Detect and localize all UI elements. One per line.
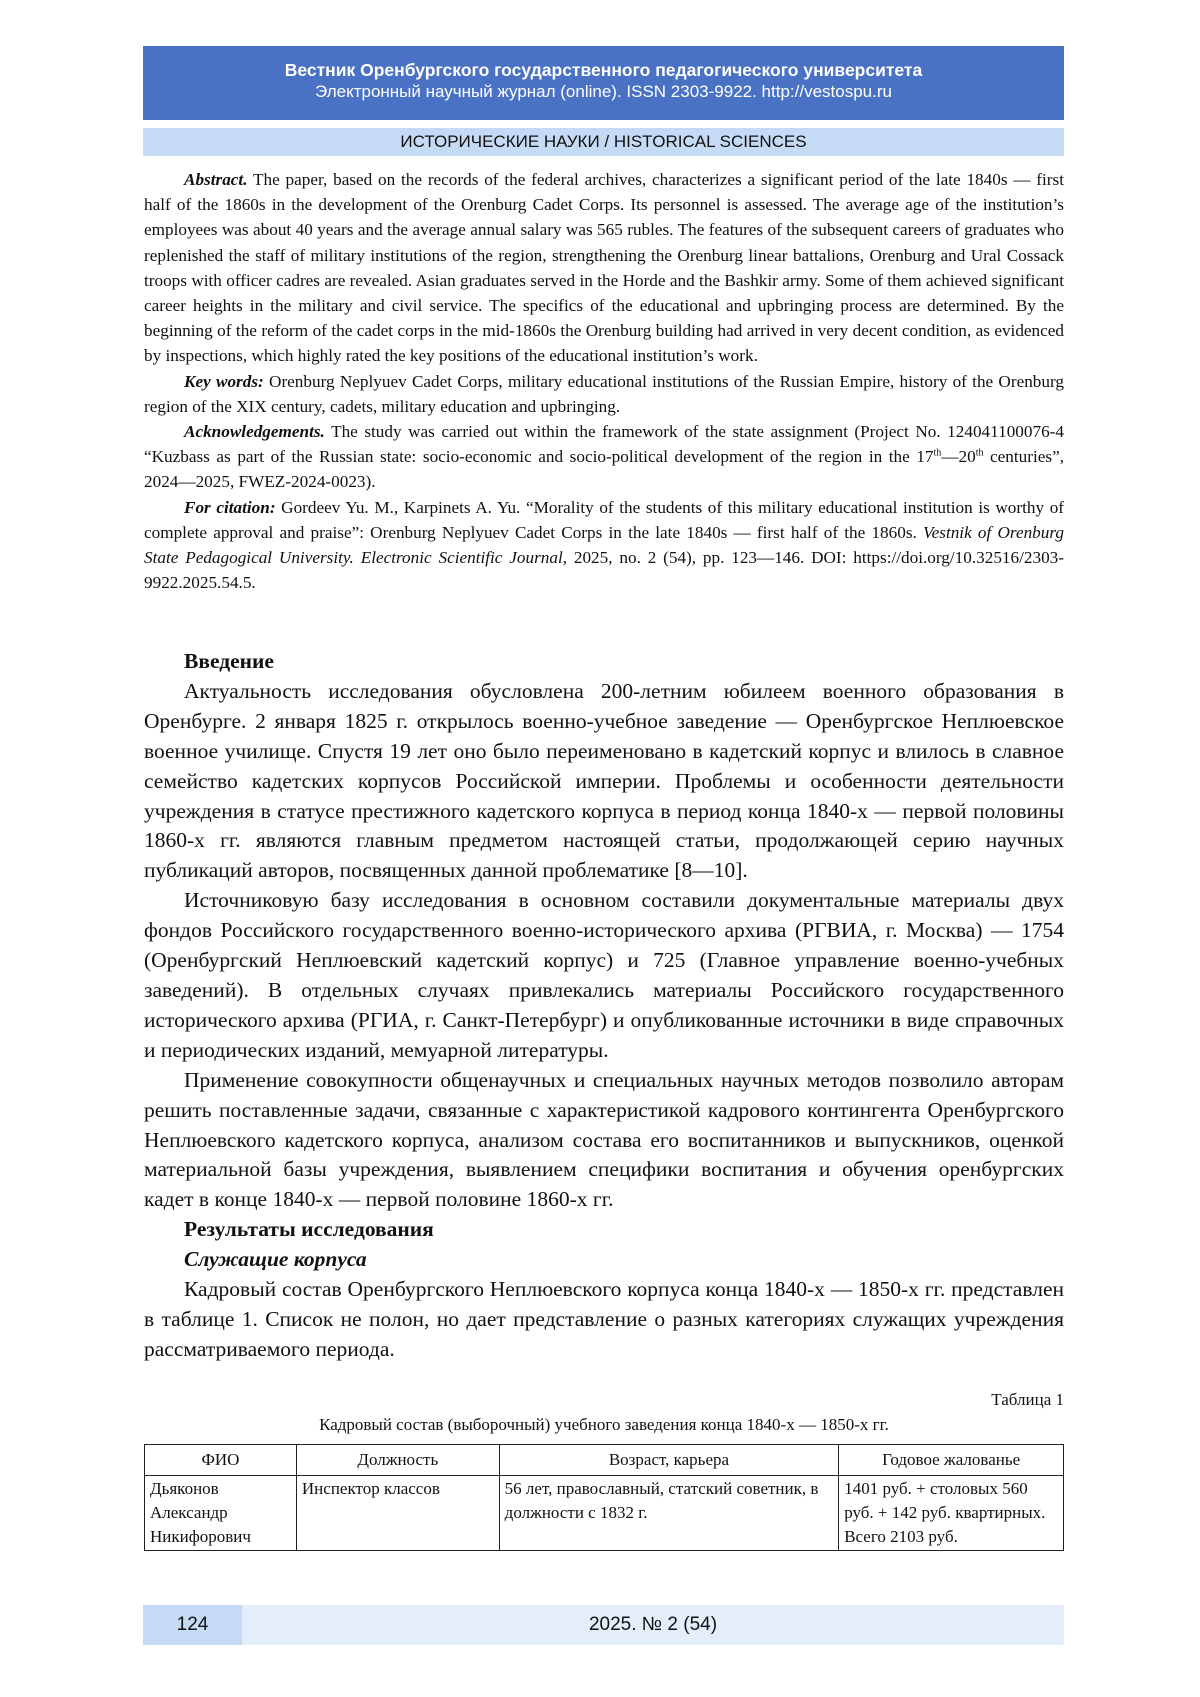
abstract-block <box>144 167 1064 595</box>
citation-text: Gordeev Yu. M., Karpinets A. Yu. “Morality of the students of this military educational institution is worthy of complete approval and praise”: Orenburg Neplyuev Cadet Corps in the late 1840s — first half of the 1860s. <box>144 497 1065 542</box>
table-header-cell: Годовое жалованье <box>839 1445 1064 1476</box>
journal-title: Вестник Оренбургского государственного педагогического университета <box>284 60 923 80</box>
journal-subtitle: Электронный научный журнал (online). ISSN 2303-9922. http://vestospu.ru <box>315 82 892 101</box>
table-number: Таблица 1 <box>991 1390 1064 1409</box>
superscript: th <box>975 447 984 459</box>
acknowledgements-text: The study was carried out within the framework of the state assignment (Project No. 124041100076-4 “Kuzbass as part of the Russian state: socio-economic and socio-political development of the region in the 17 <box>144 422 1064 467</box>
results-heading: Результаты исследования <box>184 1217 434 1242</box>
keywords-label: Key words: <box>184 371 264 391</box>
acknowledgements-label: Acknowledgements. <box>184 422 325 442</box>
staff-table <box>144 1444 1064 1551</box>
section-heading: ИСТОРИЧЕСКИЕ НАУКИ / HISTORICAL SCIENCES <box>143 128 1064 156</box>
table-header-row <box>145 1445 1064 1476</box>
keywords-text: Orenburg Neplyuev Cadet Corps, military educational institutions of the Russian Empire, history of the Orenburg region of the XIX century, cadets, military education and upbringing. <box>144 371 1064 416</box>
table-cell: 56 лет, православный, статский советник, в должности с 1832 г. <box>499 1476 839 1551</box>
acknowledgements-paragraph <box>144 419 1064 495</box>
citation-journal: Vestnik of Orenburg State Pedagogical University. Electronic Scientific Journal <box>144 522 1064 568</box>
journal-header <box>143 46 1064 120</box>
table-header-cell: Должность <box>296 1445 499 1476</box>
article-body <box>144 647 1064 1365</box>
body-paragraph: Источниковую базу исследования в основном составили документальные материалы двух фондов Российского государственного военно-исторического архива (РГВИА, г. Москва) — 1754 (Оренбургский Неплюевский кадетский корпус) и 725 (Главное управление военно-учебных заведений). В отдельных случаях привлекались материалы Российского государственного исторического архива (РГИА, г. Санкт-Петербург) и опубликованные источники в виде справочных и периодических изданий, мемуарной литературы. <box>144 888 1064 1062</box>
superscript: th <box>933 447 942 459</box>
acknowledgements-text-end: centuries”, 2024—2025, FWEZ-2024-0023). <box>144 447 1064 492</box>
table-cell: 1401 руб. + столовых 560 руб. + 142 руб. квартирных. Всего 2103 руб. <box>839 1476 1064 1551</box>
intro-heading: Введение <box>184 649 274 673</box>
body-paragraph: Кадровый состав Оренбургского Неплюевского корпуса конца 1840-х — 1850-х гг. представлен в таблице 1. Список не полон, но дает представление о разных категориях служащих учреждения рассматриваемого периода. <box>144 1277 1064 1361</box>
citation-label: For citation: <box>184 497 276 517</box>
body-paragraph: Актуальность исследования обусловлена 200-летним юбилеем военного образования в Оренбурге. 2 января 1825 г. открылось военно-учебное заведение — Оренбургское Неплюевское военное училище. Спустя 19 лет оно было переименовано в кадетский корпус и влилось в славное семейство кадетских корпусов Российской империи. Проблемы и особенности деятельности учреждения в статусе престижного кадетского корпуса в период конца 1840-х — первой половины 1860-х гг. являются главным предметом настоящей статьи, продолжающей серию научных публикаций авторов, посвященных данной проблематике [8—10]. <box>144 678 1064 883</box>
citation-paragraph <box>144 495 1064 596</box>
citation-text-end: , 2025, no. 2 (54), pp. 123—146. DOI: https://doi.org/10.32516/2303-9922.2025.54.5. <box>144 548 1064 593</box>
page-number: 124 <box>143 1605 242 1645</box>
table-cell: Дьяконов Александр Никифорович <box>145 1476 297 1551</box>
keywords-paragraph <box>144 369 1064 419</box>
body-paragraph: Применение совокупности общенаучных и специальных научных методов позволило авторам решить поставленные задачи, связанные с характеристикой кадрового контингента Оренбургского Неплюевского кадетского корпуса, анализом состава его воспитанников и выпускников, оценкой материальной базы учреждения, выявлением специфики воспитания и обучения оренбургских кадет в конце 1840-х — первой половине 1860-х гг. <box>144 1067 1064 1212</box>
issue-info: 2025. № 2 (54) <box>242 1605 1064 1645</box>
table-cell: Инспектор классов <box>296 1476 499 1551</box>
table-caption: Кадровый состав (выборочный) учебного заведения конца 1840-х — 1850-х гг. <box>319 1415 889 1434</box>
abstract-text: The paper, based on the records of the federal archives, characterizes a significant period of the late 1840s — first half of the 1860s in the development of the Orenburg Cadet Corps. Its personnel is assessed. The average age of the institution’s employees was about 40 years and the average annual salary was 565 rubles. The features of the subsequent careers of graduates who replenished the staff of military institutions of the region, strengthening the Orenburg linear battalions, Orenburg and Ural Cossack troops with officer cadres are revealed. Asian graduates served in the Horde and the Bashkir army. Some of them achieved significant career heights in the military and civil service. The specifics of the educational and upbringing process are determined. By the beginning of the reform of the cadet corps in the mid-1860s the Orenburg building had arrived in very decent condition, as evidenced by inspections, which highly rated the key positions of the educational institution’s work. <box>144 170 1064 366</box>
acknowledgements-text-mid: —20 <box>941 447 976 467</box>
abstract-paragraph <box>144 167 1064 369</box>
subsection-heading: Служащие корпуса <box>184 1247 367 1272</box>
table-header-cell: Возраст, карьера <box>499 1445 839 1476</box>
table-row <box>145 1476 1064 1551</box>
abstract-label: Abstract. <box>184 170 248 189</box>
table-header-cell: ФИО <box>145 1445 297 1476</box>
